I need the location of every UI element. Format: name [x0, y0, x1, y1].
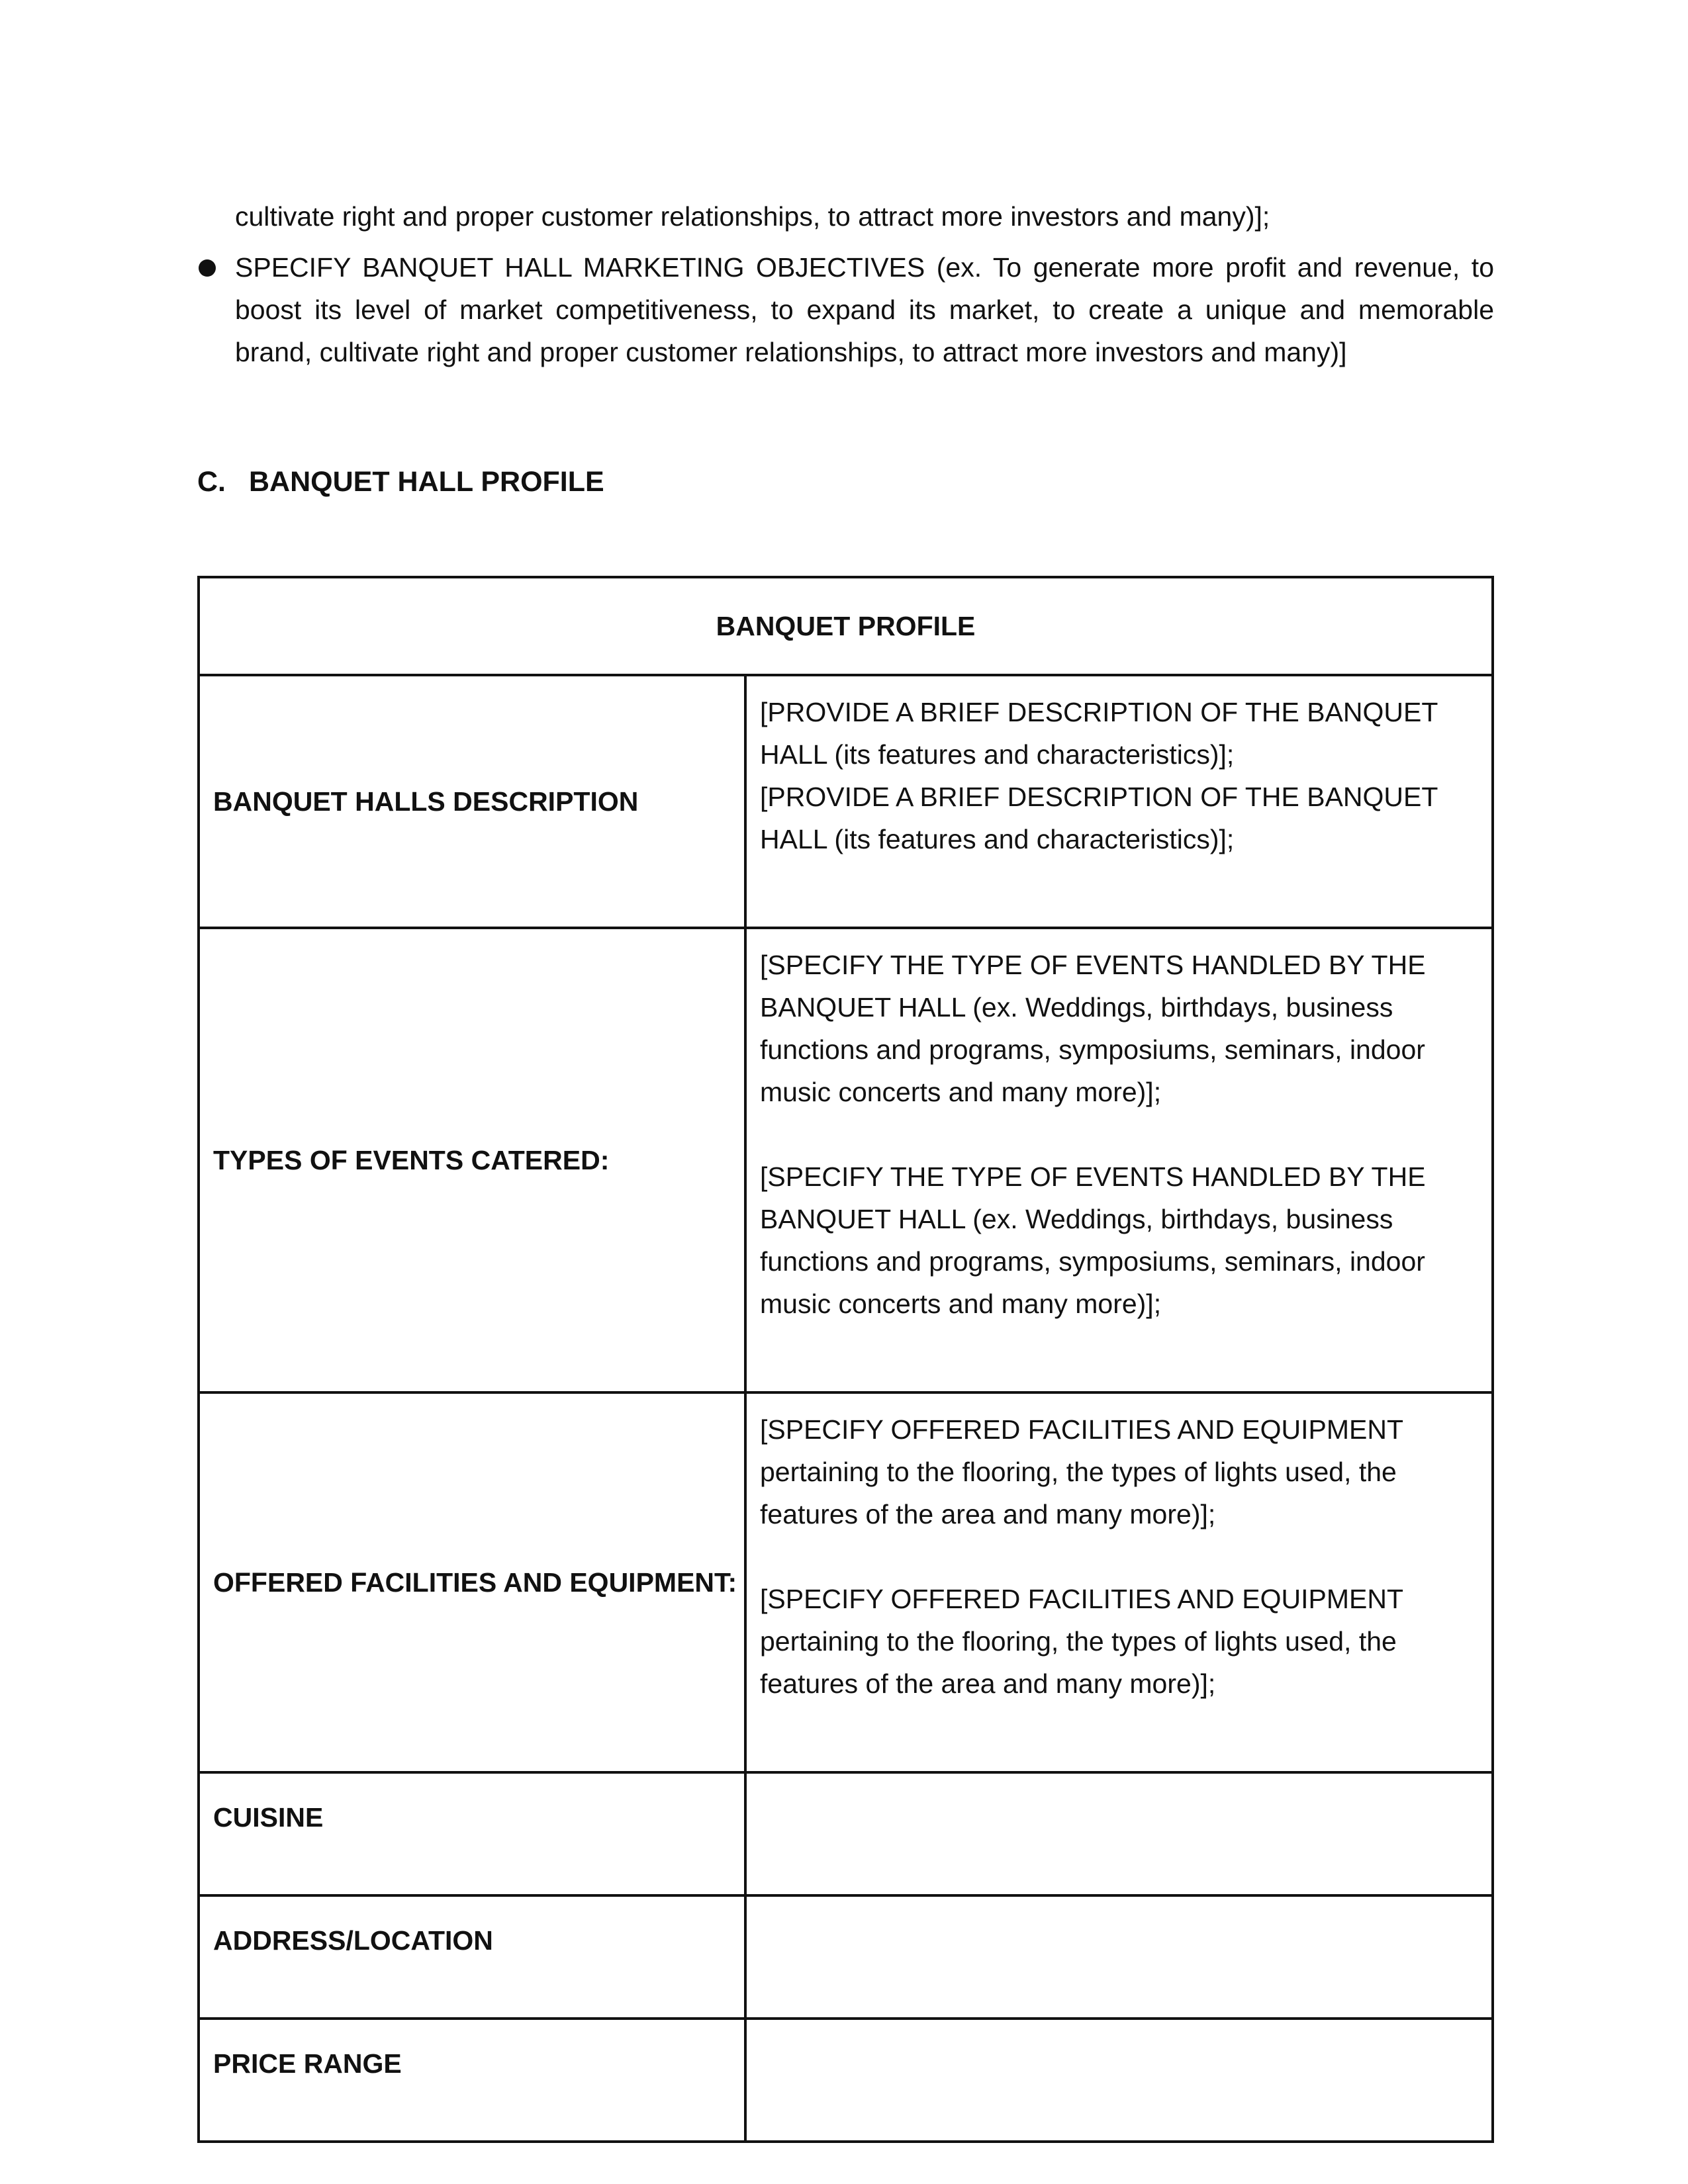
value-paragraph: [SPECIFY OFFERED FACILITIES AND EQUIPMENT pertaining to the flooring, the types of lights used, the features of the area and many more)]; [760, 1584, 1403, 1699]
banquet-profile-table [197, 576, 1494, 2143]
row-value [745, 1895, 1493, 2019]
bullet-dot-icon [199, 259, 216, 277]
row-label: CUISINE [199, 1772, 745, 1895]
table-row [199, 1772, 1493, 1895]
section-letter: C. [197, 466, 226, 498]
row-label: TYPES OF EVENTS CATERED: [199, 928, 745, 1392]
section-title: BANQUET HALL PROFILE [249, 466, 604, 498]
row-value [745, 1772, 1493, 1895]
value-paragraph: [PROVIDE A BRIEF DESCRIPTION OF THE BANQUET HALL (its features and characteristics)]; [760, 782, 1438, 854]
row-value [745, 928, 1493, 1392]
row-label: PRICE RANGE [199, 2019, 745, 2142]
table-row [199, 2019, 1493, 2142]
table-row [199, 675, 1493, 928]
value-paragraph: [SPECIFY THE TYPE OF EVENTS HANDLED BY THE BANQUET HALL (ex. Weddings, birthdays, business functions and programs, symposiums, seminars, indoor music concerts and many more)]; [760, 950, 1426, 1107]
table-row [199, 1895, 1493, 2019]
table-title: BANQUET PROFILE [199, 577, 1493, 675]
section-heading [197, 461, 604, 503]
row-value [745, 1392, 1493, 1772]
bullet-item [193, 246, 1494, 373]
value-paragraph: [SPECIFY THE TYPE OF EVENTS HANDLED BY THE BANQUET HALL (ex. Weddings, birthdays, business functions and programs, symposiums, seminars, indoor music concerts and many more)]; [760, 1161, 1426, 1319]
row-label: ADDRESS/LOCATION [199, 1895, 745, 2019]
bullet-text: SPECIFY BANQUET HALL MARKETING OBJECTIVES (ex. To generate more profit and revenue, to boost its level of market competitiveness, to expand its market, to create a unique and memorable brand, cultivate right and proper customer relationships, to attract more investors and many)] [235, 252, 1494, 367]
row-label: BANQUET HALLS DESCRIPTION [199, 675, 745, 928]
row-value [745, 675, 1493, 928]
row-value [745, 2019, 1493, 2142]
row-label: OFFERED FACILITIES AND EQUIPMENT: [199, 1392, 745, 1772]
continuation-line: cultivate right and proper customer relationships, to attract more investors and many)]; [235, 201, 1270, 232]
table-row [199, 928, 1493, 1392]
table-row [199, 1392, 1493, 1772]
value-paragraph: [PROVIDE A BRIEF DESCRIPTION OF THE BANQUET HALL (its features and characteristics)]; [760, 697, 1438, 770]
value-paragraph: [SPECIFY OFFERED FACILITIES AND EQUIPMENT pertaining to the flooring, the types of lights used, the features of the area and many more)]; [760, 1414, 1403, 1529]
